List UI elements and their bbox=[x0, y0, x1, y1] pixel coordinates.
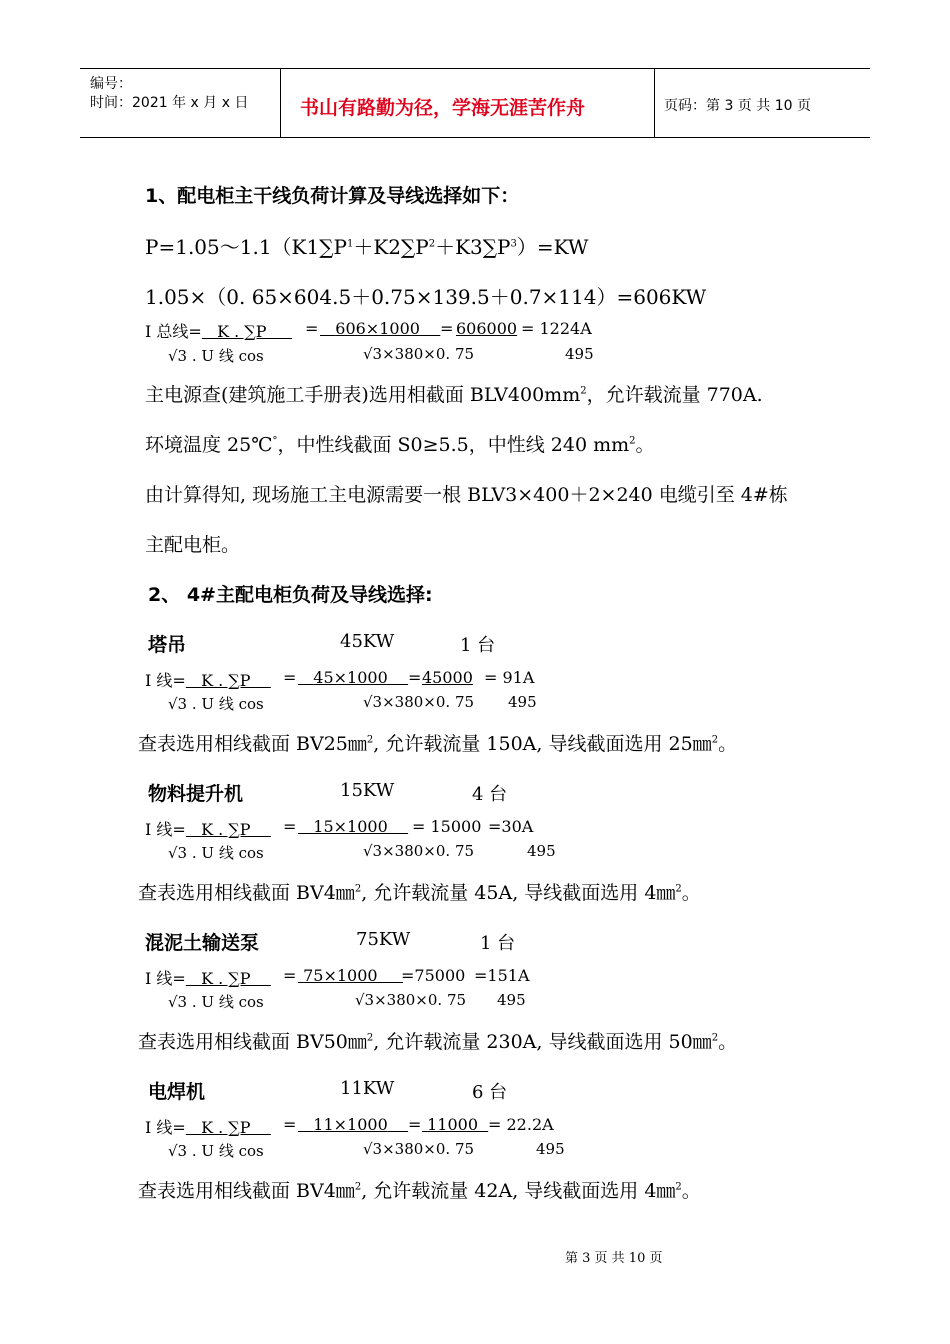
item-calc-den-lead: √3 . U 线 cos bbox=[168, 844, 264, 862]
item-conclusion: 查表选用相线截面 BV25㎜$^2$, 允许载流量 150A, 导线截面选用 25㎜$^2$。 bbox=[138, 733, 738, 755]
item-calc-eq: = bbox=[283, 817, 297, 836]
formula-part: P=1.05～1.1（K1∑P bbox=[145, 235, 347, 259]
item-calc-den-lead: √3 . U 线 cos bbox=[168, 993, 264, 1011]
item-name: 电焊机 bbox=[148, 1081, 206, 1103]
item-count: 1 台 bbox=[460, 635, 496, 656]
item-calc-eq2: = 15000 bbox=[412, 817, 482, 836]
item-calc-num: 45×1000 bbox=[313, 668, 388, 687]
item-conclusion: 查表选用相线截面 BV50㎜$^2$, 允许载流量 230A, 导线截面选用 50㎜$^2$。 bbox=[138, 1031, 738, 1053]
item-calc-result: = 91A bbox=[484, 668, 535, 687]
section1-title: 1、配电柜主干线负荷计算及导线选择如下： bbox=[145, 185, 520, 207]
header-divider bbox=[654, 69, 655, 137]
item-calc-eq2: = bbox=[408, 1115, 422, 1134]
item-calc-den: √3×380×0. 75 bbox=[355, 991, 467, 1009]
formula-p bbox=[145, 231, 588, 260]
item-calc-num: 11×1000 bbox=[313, 1115, 388, 1134]
calc-frac: 606000 bbox=[456, 319, 518, 338]
item-calc-eq: = bbox=[283, 668, 297, 687]
formula-sup: 3 bbox=[510, 238, 517, 250]
header-page-info: 页码：第 3 页 共 10 页 bbox=[664, 98, 811, 114]
page-header bbox=[80, 68, 870, 138]
item-calc-den2: 495 bbox=[527, 842, 556, 860]
header-divider bbox=[280, 69, 281, 137]
calc-num: 606×1000 bbox=[335, 319, 420, 338]
item-calc-num: 15×1000 bbox=[313, 817, 388, 836]
item-calc-eq: = bbox=[283, 966, 297, 985]
item-calc-result: = 22.2A bbox=[488, 1115, 554, 1134]
item-count: 4 台 bbox=[472, 784, 508, 805]
item-name: 混泥土输送泵 bbox=[145, 932, 260, 954]
calc-line-top bbox=[145, 319, 292, 342]
item-count: 1 台 bbox=[480, 933, 516, 954]
page-footer: 第 3 页 共 10 页 bbox=[565, 1251, 663, 1266]
calc-lead: I 总线= bbox=[145, 322, 202, 341]
section2-title: 2、 4#主配电柜负荷及导线选择: bbox=[148, 584, 433, 606]
item-power: 75KW bbox=[356, 929, 411, 950]
header-time-label: 时间：2021 年 x 月 x 日 bbox=[90, 95, 249, 111]
item-conclusion: 查表选用相线截面 BV4㎜$^2$, 允许载流量 45A, 导线截面选用 4㎜$^2$。 bbox=[138, 882, 701, 904]
item-calc-top: I 线= K . ∑P bbox=[145, 1118, 251, 1137]
item-name: 物料提升机 bbox=[148, 783, 244, 805]
para-calc-result-cont: 主配电柜。 bbox=[145, 534, 241, 556]
formula-part: ＋K3∑P bbox=[435, 235, 511, 259]
formula-part: ＋K2∑P bbox=[353, 235, 429, 259]
para-main-source: 主电源查(建筑施工手册表)选用相截面 $BLV400mm^2$，允许载流量 770A. bbox=[145, 384, 763, 406]
item-calc-den2: 495 bbox=[497, 991, 526, 1009]
item-calc-top: I 线= K . ∑P bbox=[145, 671, 251, 690]
item-calc-den: √3×380×0. 75 bbox=[363, 693, 475, 711]
item-calc-den-lead: √3 . U 线 cos bbox=[168, 1142, 264, 1160]
item-conclusion: 查表选用相线截面 BV4㎜$^2$, 允许载流量 42A, 导线截面选用 4㎜$^2$。 bbox=[138, 1180, 701, 1202]
item-name: 塔吊 bbox=[148, 634, 187, 656]
calc-eq2: = bbox=[440, 319, 454, 338]
calc-eq: = bbox=[305, 319, 319, 338]
calc-result: = 1224A bbox=[521, 319, 592, 338]
item-calc-result: =151A bbox=[474, 966, 530, 985]
formula-sup: 2 bbox=[428, 238, 436, 250]
formula-part: ）=KW bbox=[516, 235, 589, 259]
item-calc-den2: 495 bbox=[508, 693, 537, 711]
item-power: 11KW bbox=[340, 1078, 395, 1099]
item-power: 15KW bbox=[340, 780, 395, 801]
item-calc-den: √3×380×0. 75 bbox=[363, 1140, 475, 1158]
calc-den-lead: √3 . U 线 cos bbox=[168, 347, 264, 365]
header-number-label: 编号： bbox=[90, 76, 132, 92]
calc-k: K . ∑P bbox=[217, 322, 267, 341]
item-calc-num: 75×1000 bbox=[303, 966, 378, 985]
para-calc-result: 由计算得知, 现场施工主电源需要一根 BLV3×400＋2×240 电缆引至 4#栋 bbox=[145, 484, 788, 506]
calc-den2: 495 bbox=[565, 345, 594, 363]
item-power: 45KW bbox=[340, 631, 395, 652]
item-calc-frac: 45000 bbox=[422, 668, 473, 687]
item-calc-den2: 495 bbox=[536, 1140, 565, 1158]
item-calc-eq2: = bbox=[408, 668, 422, 687]
item-calc-result: =30A bbox=[488, 817, 534, 836]
item-count: 6 台 bbox=[472, 1082, 508, 1103]
item-calc-den: √3×380×0. 75 bbox=[363, 842, 475, 860]
calc-den: √3×380×0. 75 bbox=[363, 345, 475, 363]
formula-sup: 1 bbox=[346, 238, 354, 250]
header-motto: 书山有路勤为径，学海无涯苦作舟 bbox=[300, 97, 586, 119]
item-calc-frac: 11000 bbox=[427, 1115, 478, 1134]
formula-result: 1.05×（0. 65×604.5＋0.75×139.5＋0.7×114）=606KW bbox=[145, 285, 707, 309]
item-calc-den-lead: √3 . U 线 cos bbox=[168, 695, 264, 713]
item-calc-eq: = bbox=[283, 1115, 297, 1134]
item-calc-top: I 线= K . ∑P bbox=[145, 820, 251, 839]
para-temperature: 环境温度 25℃°，中性线截面 S0≥5.5，中性线 240 $mm^2$。 bbox=[145, 434, 655, 456]
item-calc-top: I 线= K . ∑P bbox=[145, 969, 251, 988]
item-calc-eq2: =75000 bbox=[401, 966, 466, 985]
